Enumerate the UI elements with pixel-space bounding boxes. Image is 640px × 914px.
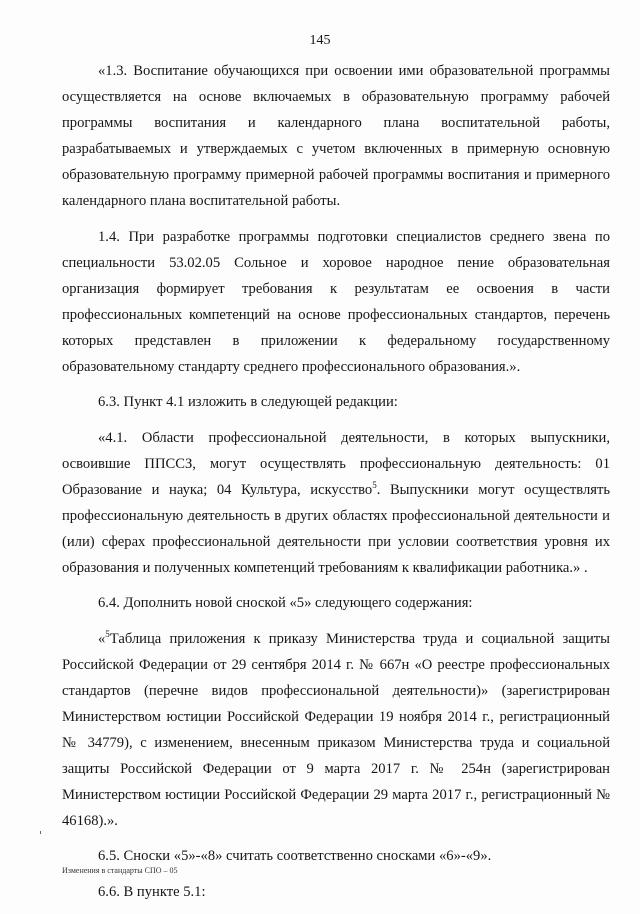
margin-mark xyxy=(40,831,41,834)
footnote-5-text xyxy=(62,626,610,834)
paragraph-6-4: 6.4. Дополнить новой сноской «5» следующего содержания: xyxy=(98,595,473,611)
paragraph-4-1-part-2: . Выпускники могут осуществлять профессиональную деятельность в других областях профессиональной деятельности и (или) сферах профессиональной деятельности при условии соответствия уровня их образования и полученных компетенций требованиям к квалификации работника.» . xyxy=(62,481,611,576)
paragraph-6-6: 6.6. В пункте 5.1: xyxy=(98,883,206,900)
paragraph-1-3: «1.3. Воспитание обучающихся при освоении ими образовательной программы осуществляется на основе включаемых в образовательную программу рабочей программы воспитания и календарного плана воспитательной работы, разрабатываемых и утверждаемых с учетом включенных в примерную основную образовательную программу примерной рабочей программы воспитания и примерного календарного плана воспитательной работы. xyxy=(62,63,610,209)
paragraph-1-4: 1.4. При разработке программы подготовки специалистов среднего звена по специальности 53.02.05 Сольное и хоровое народное пение образовательная организация формирует требования к результатам ее освоения в части профессиональных компетенций на основе профессиональных стандартов, перечень которых представлен в приложении к федеральному государственному образовательному стандарту среднего профессионального образования.». xyxy=(62,228,610,375)
page-number: 145 xyxy=(309,33,331,48)
document-body xyxy=(62,58,610,914)
paragraph-4-1-part-1: «4.1. Области профессиональной деятельности, в которых выпускники, освоившие ППССЗ, могут осуществлять профессиональную деятельность: 01 Образование и наука; 04 Культура, искусство xyxy=(62,429,610,498)
footnote-5-open-quote: « xyxy=(98,630,106,647)
footnote-5-body: Таблица приложения к приказу Министерства труда и социальной защиты Российской Федерации от 29 сентября 2014 г. № 667н «О реестре профессиональных стандартов (перечне видов профессиональной деятельности)» (зарегистрирован Министерством юстиции Российской Федерации 19 ноября 2014 г., регистрационный № 34779), с изменением, внесенным приказом Министерства труда и социальной защиты Российской Федерации от 9 марта 2017 г. № 254н (зарегистрирован Министерством юстиции Российской Федерации 29 марта 2017 г., регистрационный № 46168).». xyxy=(62,630,610,829)
footer-note: Изменения в стандарты СПО – 05 xyxy=(62,866,178,875)
footnote-5-marker: 5 xyxy=(105,628,110,639)
footnote-ref-5: 5 xyxy=(372,479,377,490)
paragraph-4-1 xyxy=(62,425,610,581)
paragraph-6-3: 6.3. Пункт 4.1 изложить в следующей редакции: xyxy=(98,394,398,410)
paragraph-6-5: 6.5. Сноски «5»-«8» считать соответственно сносками «6»-«9». xyxy=(98,848,492,864)
